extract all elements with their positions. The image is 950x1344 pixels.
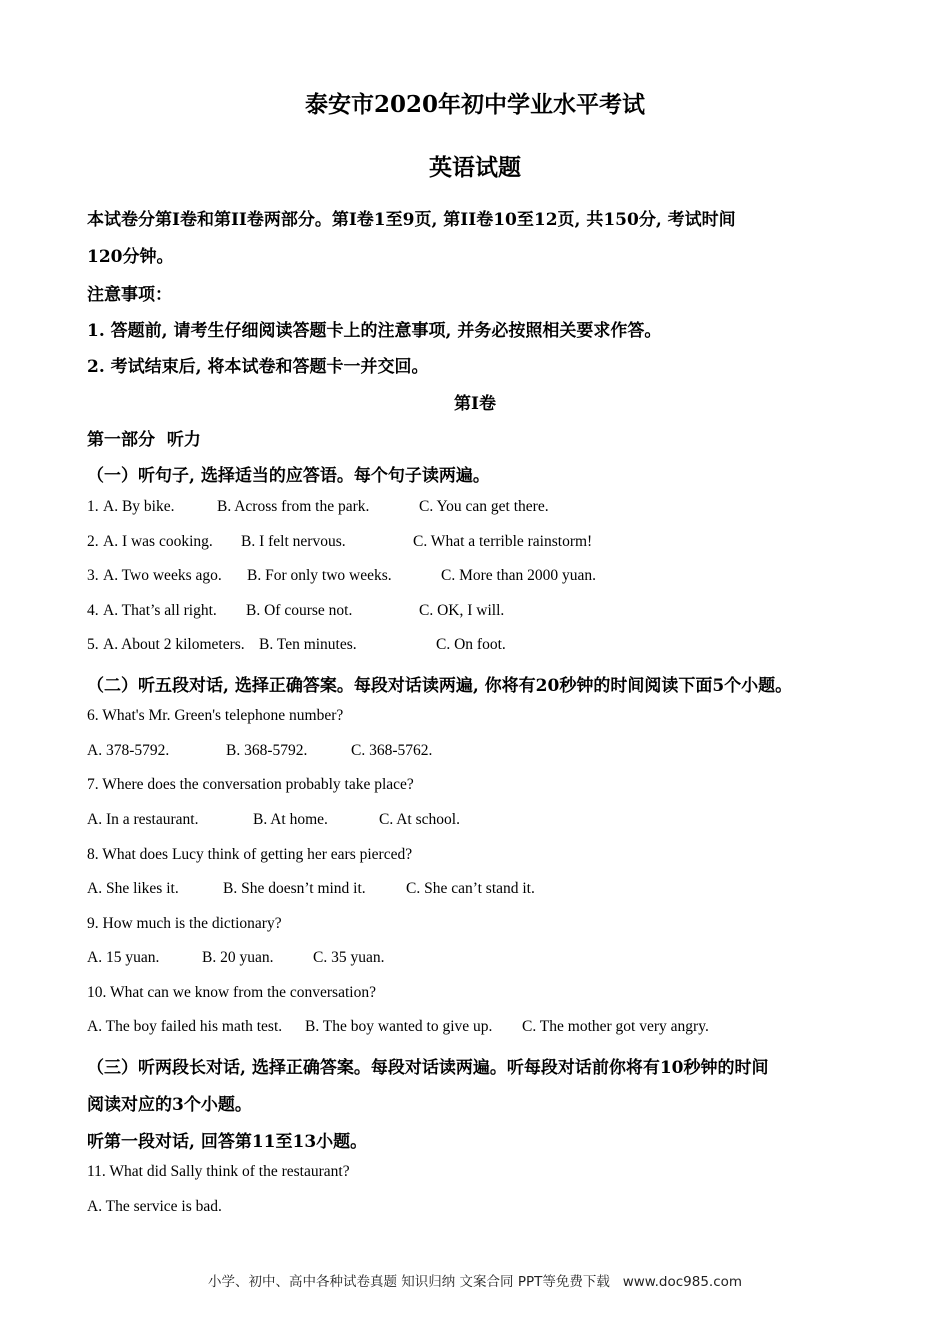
- option-b: B. She doesn’t mind it.: [223, 880, 366, 897]
- volume-heading: 第I卷: [454, 394, 496, 414]
- option-b: B. The boy wanted to give up.: [305, 1018, 493, 1035]
- option-a: A. The service is bad.: [87, 1198, 222, 1215]
- option-b: B. Of course not.: [246, 602, 353, 619]
- section3-heading-line-1: （三）听两段长对话, 选择正确答案。每段对话读两遍。听每段对话前你将有10秒钟的时间: [87, 1058, 769, 1078]
- question-number: 3.: [87, 567, 99, 584]
- section3-sub-heading: 听第一段对话, 回答第11至13小题。: [87, 1132, 368, 1152]
- option-a: A. In a restaurant.: [87, 811, 199, 828]
- question-text: 9. How much is the dictionary?: [87, 915, 282, 932]
- question-text: 8. What does Lucy think of getting her ears pierced?: [87, 846, 413, 863]
- option-a: A. I was cooking.: [103, 533, 213, 550]
- exam-subtitle: 英语试题: [429, 154, 521, 181]
- option-b: B. Across from the park.: [217, 498, 370, 515]
- question-text: 6. What's Mr. Green's telephone number?: [87, 707, 344, 724]
- notes-heading: 注意事项：: [87, 285, 172, 305]
- section1-heading: （一）听句子, 选择适当的应答语。每个句子读两遍。: [87, 466, 490, 486]
- question-text: 11. What did Sally think of the restaurant?: [87, 1163, 350, 1180]
- intro-line-1: 本试卷分第I卷和第II卷两部分。第I卷1至9页, 第II卷10至12页, 共150分, 考试时间: [87, 210, 736, 230]
- option-c: C. You can get there.: [419, 498, 549, 515]
- question-text: 7. Where does the conversation probably take place?: [87, 776, 414, 793]
- option-b: B. For only two weeks.: [247, 567, 392, 584]
- page-footer: 小学、初中、高中各种试卷真题 知识归纳 文案合同 PPT等免费下载 www.doc985.com: [207, 1274, 743, 1290]
- option-b: B. At home.: [253, 811, 328, 828]
- option-c: C. At school.: [379, 811, 460, 828]
- option-b: B. 368-5792.: [226, 742, 308, 759]
- option-a: A. That’s all right.: [103, 602, 217, 619]
- notes-item-2: 2. 考试结束后, 将本试卷和答题卡一并交回。: [87, 357, 429, 377]
- option-a: A. She likes it.: [87, 880, 179, 897]
- notes-item-1: 1. 答题前, 请考生仔细阅读答题卡上的注意事项, 并务必按照相关要求作答。: [87, 321, 662, 341]
- option-a: A. Two weeks ago.: [103, 567, 222, 584]
- question-text: 10. What can we know from the conversation?: [87, 984, 376, 1001]
- option-a: A. 378-5792.: [87, 742, 170, 759]
- exam-title: 泰安市2020年初中学业水平考试: [304, 91, 645, 118]
- option-c: C. OK, I will.: [419, 602, 505, 619]
- option-c: C. On foot.: [436, 636, 506, 653]
- option-c: C. 35 yuan.: [313, 949, 385, 966]
- option-c: C. She can’t stand it.: [406, 880, 535, 897]
- option-b: B. Ten minutes.: [259, 636, 357, 653]
- question-number: 1.: [87, 498, 99, 515]
- option-a: A. About 2 kilometers.: [103, 636, 245, 653]
- option-a: A. The boy failed his math test.: [87, 1018, 283, 1035]
- option-b: B. 20 yuan.: [202, 949, 274, 966]
- question-number: 4.: [87, 602, 99, 619]
- question-number: 2.: [87, 533, 99, 550]
- option-c: C. The mother got very angry.: [522, 1018, 709, 1035]
- option-c: C. More than 2000 yuan.: [441, 567, 596, 584]
- option-a: A. 15 yuan.: [87, 949, 160, 966]
- option-c: C. 368-5762.: [351, 742, 433, 759]
- option-a: A. By bike.: [103, 498, 175, 515]
- section2-heading: （二）听五段对话, 选择正确答案。每段对话读两遍, 你将有20秒钟的时间阅读下面5个小题。: [87, 676, 793, 696]
- option-c: C. What a terrible rainstorm!: [413, 533, 593, 550]
- section3-heading-line-2: 阅读对应的3个小题。: [87, 1095, 252, 1115]
- option-b: B. I felt nervous.: [241, 533, 346, 550]
- part-heading: 第一部分 听力: [87, 430, 201, 450]
- intro-line-2: 120分钟。: [87, 247, 174, 267]
- question-number: 5.: [87, 636, 99, 653]
